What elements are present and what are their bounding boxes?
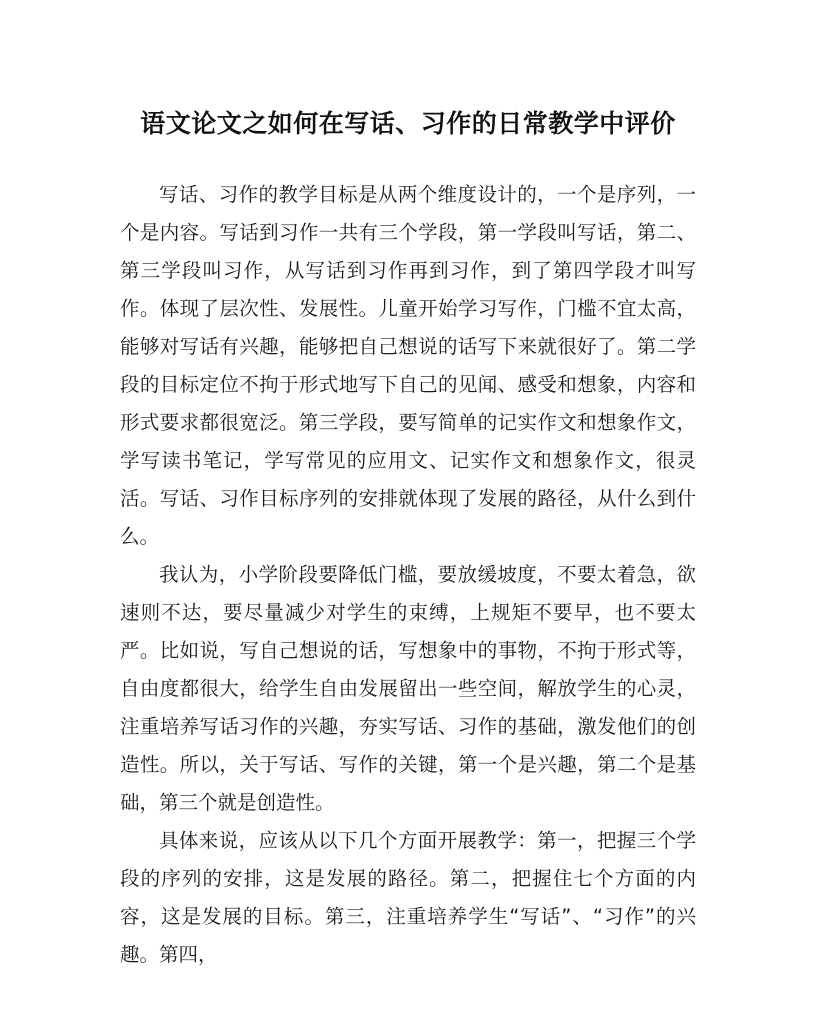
body-paragraph-3: 具体来说，应该从以下几个方面开展教学：第一，把握三个学段的序列的安排，这是发展的路径。第二，把握住七个方面的内容，这是发展的目标。第三，注重培养学生“写话”、“习作”的兴趣。第四， bbox=[120, 829, 696, 966]
document-body bbox=[120, 176, 696, 974]
body-paragraph-2: 我认为，小学阶段要降低门槛，要放缓坡度，不要太着急，欲速则不达，要尽量减少对学生的束缚，上规矩不要早，也不要太严。比如说，写自己想说的话，写想象中的事物，不拘于形式等，自由度都很大，给学生自由发展留出一些空间，解放学生的心灵，注重培养写话习作的兴趣，夯实写话、习作的基础，激发他们的创造性。所以，关于写话、写作的关键，第一个是兴趣，第二个是基础，第三个就是创造性。 bbox=[120, 563, 696, 814]
body-paragraph-1: 写话、习作的教学目标是从两个维度设计的，一个是序列，一个是内容。写话到习作一共有三个学段，第一学段叫写话，第二、第三学段叫习作，从写话到习作再到习作，到了第四学段才叫写作。体现了层次性、发展性。儿童开始学习写作，门槛不宜太高，能够对写话有兴趣，能够把自己想说的话写下来就很好了。第二学段的目标定位不拘于形式地写下自己的见闻、感受和想象，内容和形式要求都很宽泛。第三学段，要写简单的记实作文和想象作文，学写读书笔记，学写常见的应用文、记实作文和想象作文，很灵活。写话、习作目标序列的安排就体现了发展的路径，从什么到什么。 bbox=[120, 183, 696, 548]
document-title: 语文论文之如何在写话、习作的日常教学中评价 bbox=[140, 109, 676, 138]
